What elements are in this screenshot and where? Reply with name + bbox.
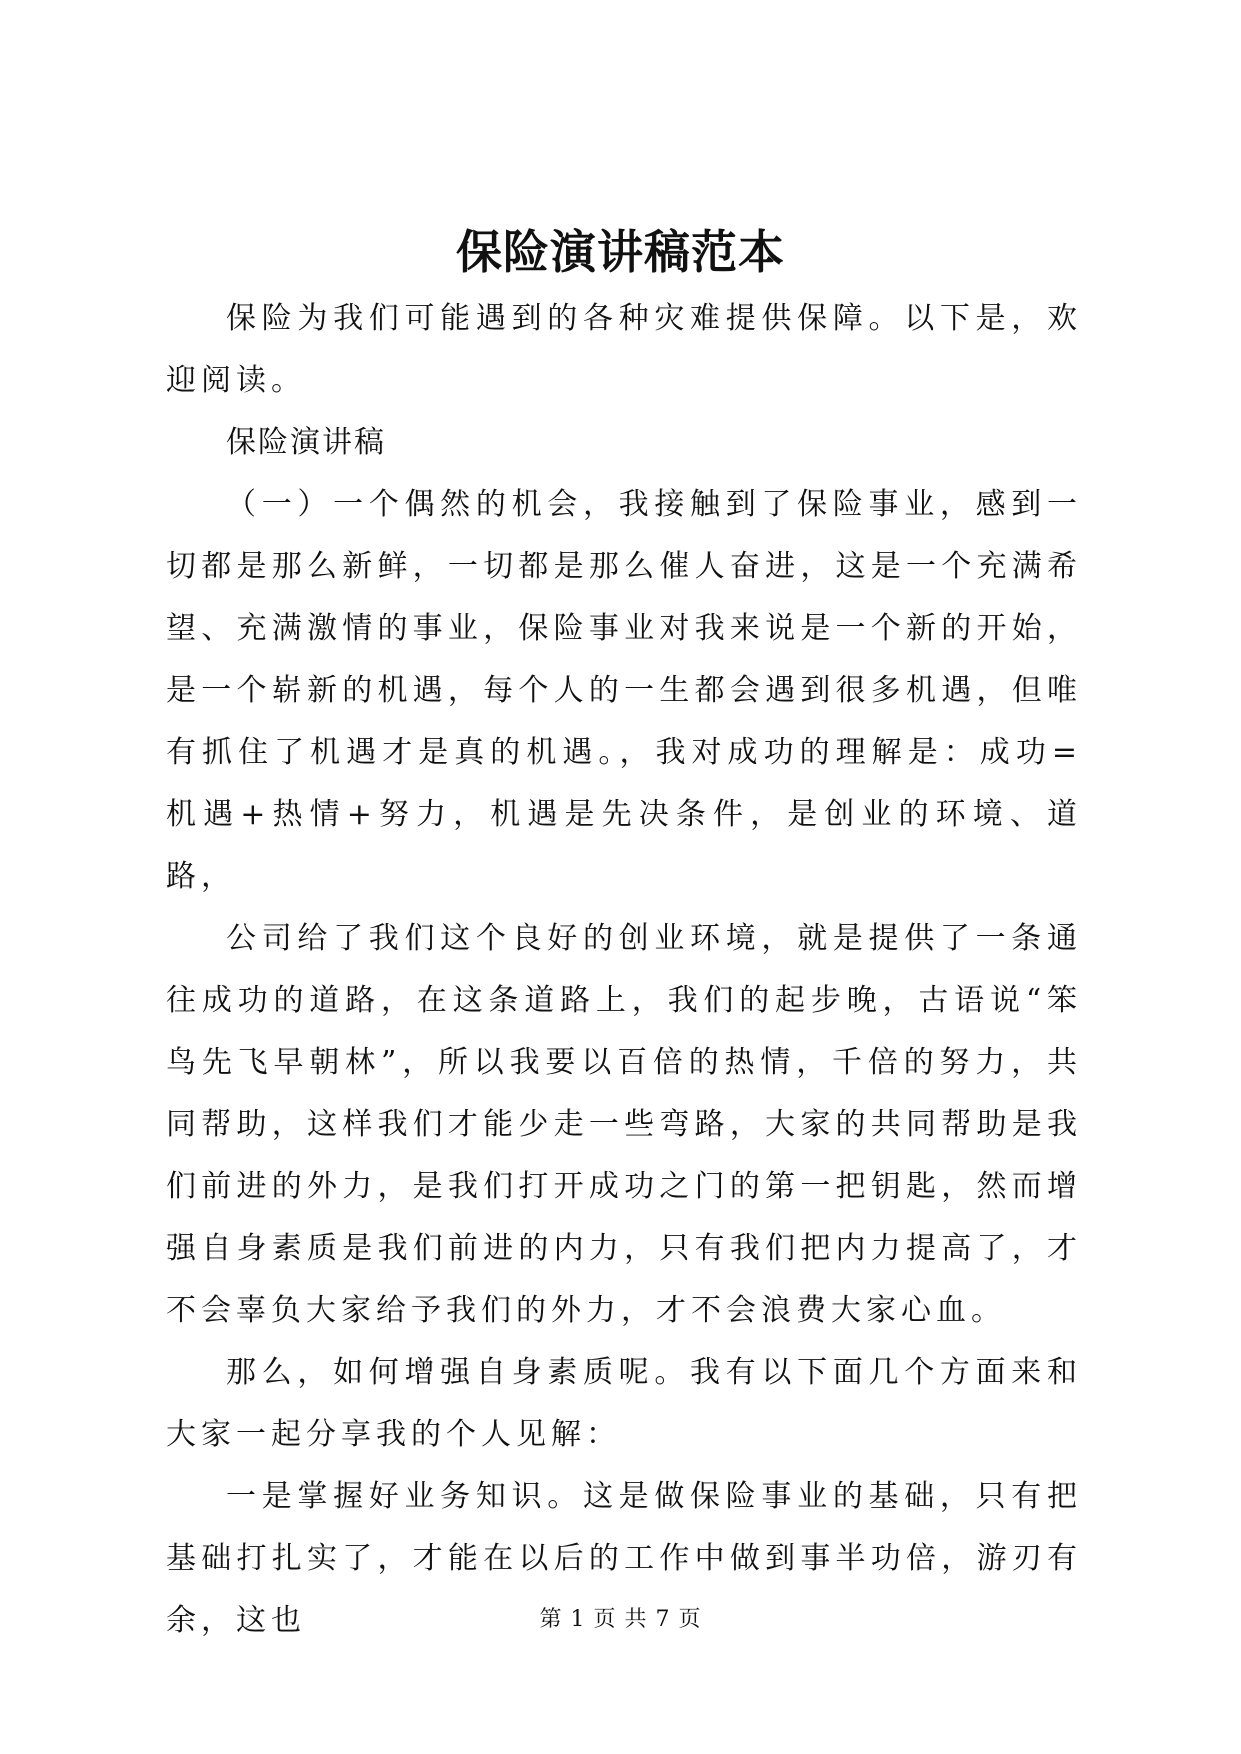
paragraph-intro: 保险为我们可能遇到的各种灾难提供保障。以下是，欢迎阅读。 <box>166 301 1082 398</box>
paragraph-opportunity: （一）一个偶然的机会，我接触到了保险事业，感到一切都是那么新鲜，一切都是那么催人奋进，这是一个充满希望、充满激情的事业，保险事业对我来说是一个新的开始，是一个崭新的机遇，每个人的一生都会遇到很多机遇，但唯有抓住了机遇才是真的机遇。，我对成功的理解是：成功=机遇+热情+努力，机遇是先决条件，是创业的环境、道路， <box>166 487 1082 894</box>
page-footer: 第 1 页 共 7 页 <box>539 1607 702 1632</box>
section-heading: 保险演讲稿 <box>226 425 386 460</box>
paragraph-company-environment: 公司给了我们这个良好的创业环境，就是提供了一条通往成功的道路，在这条道路上，我们的起步晚，古语说“笨鸟先飞早朝林”，所以我要以百倍的热情，千倍的努力，共同帮助，这样我们才能少走一些弯路，大家的共同帮助是我们前进的外力，是我们打开成功之门的第一把钥匙，然而增强自身素质是我们前进的内力，只有我们把内力提高了，才不会辜负大家给予我们的外力，才不会浪费大家心血。 <box>166 921 1082 1328</box>
document-title: 保险演讲稿范本 <box>456 225 785 279</box>
document-body <box>166 288 1082 1652</box>
paragraph-self-improvement: 那么，如何增强自身素质呢。我有以下面几个方面来和大家一起分享我的个人见解： <box>166 1355 1082 1452</box>
paragraph-business-knowledge: 一是掌握好业务知识。这是做保险事业的基础，只有把基础打扎实了，才能在以后的工作中做到事半功倍，游刃有余，这也 <box>166 1479 1082 1638</box>
